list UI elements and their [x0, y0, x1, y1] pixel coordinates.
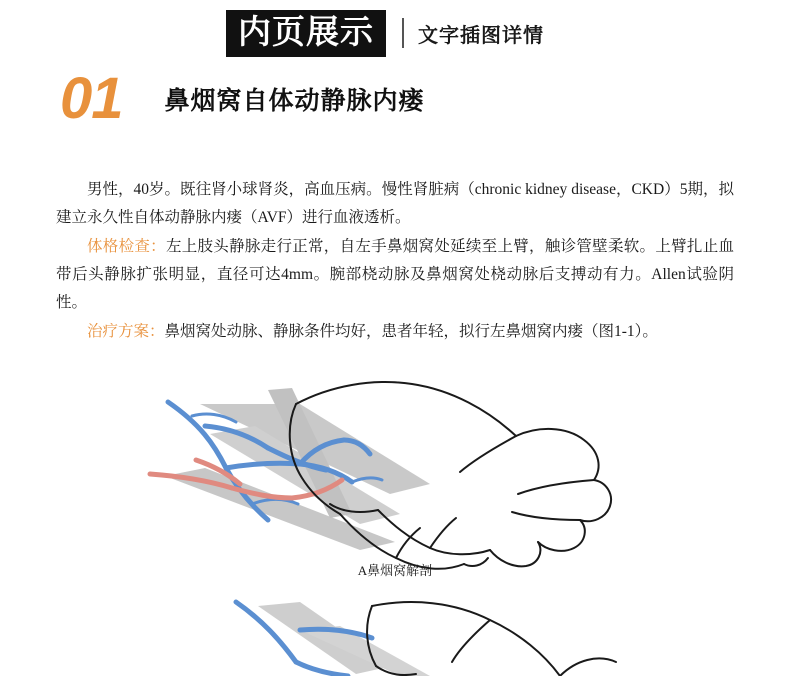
- section-heading: [60, 66, 790, 131]
- paragraph-treatment-plan: [56, 318, 734, 346]
- figure-a-caption: A鼻烟窝解剖: [357, 563, 433, 578]
- article-body: [56, 176, 734, 346]
- text-treatment-plan: 鼻烟窝处动脉、静脉条件均好，患者年轻，拟行左鼻烟窝内瘘（图1-1）。: [164, 323, 658, 340]
- header-subtitle: 文字插图详情: [418, 24, 544, 47]
- paragraph-physical-exam: [56, 233, 734, 317]
- header-divider: [402, 18, 404, 48]
- shadow-bands-b: [258, 602, 430, 676]
- section-number: 01: [60, 66, 123, 131]
- figure-anatomy-a: [0, 364, 790, 594]
- figure-anatomy-b: [0, 596, 790, 666]
- label-physical-exam: 体格检查：: [87, 238, 166, 255]
- paragraph-case-history: 男性，40岁。既往肾小球肾炎，高血压病。慢性肾脏病（chronic kidney disease，CKD）5期，拟建立永久性自体动静脉内瘘（AVF）进行血液透析。: [56, 181, 734, 226]
- text-physical-exam: 左上肢头静脉走行正常，自左手鼻烟窝处延续至上臂，触诊管壁柔软。上臂扎止血带后头静脉扩张明显，直径可达4mm。腕部桡动脉及鼻烟窝处桡动脉后支搏动有力。Allen试验阴性。: [56, 238, 734, 311]
- page-header: [226, 0, 790, 56]
- section-title: 鼻烟窝自体动静脉内瘘: [164, 87, 425, 115]
- header-title: 内页展示: [226, 10, 386, 57]
- label-treatment-plan: 治疗方案：: [87, 323, 165, 340]
- figure-b-illustration: [0, 596, 790, 676]
